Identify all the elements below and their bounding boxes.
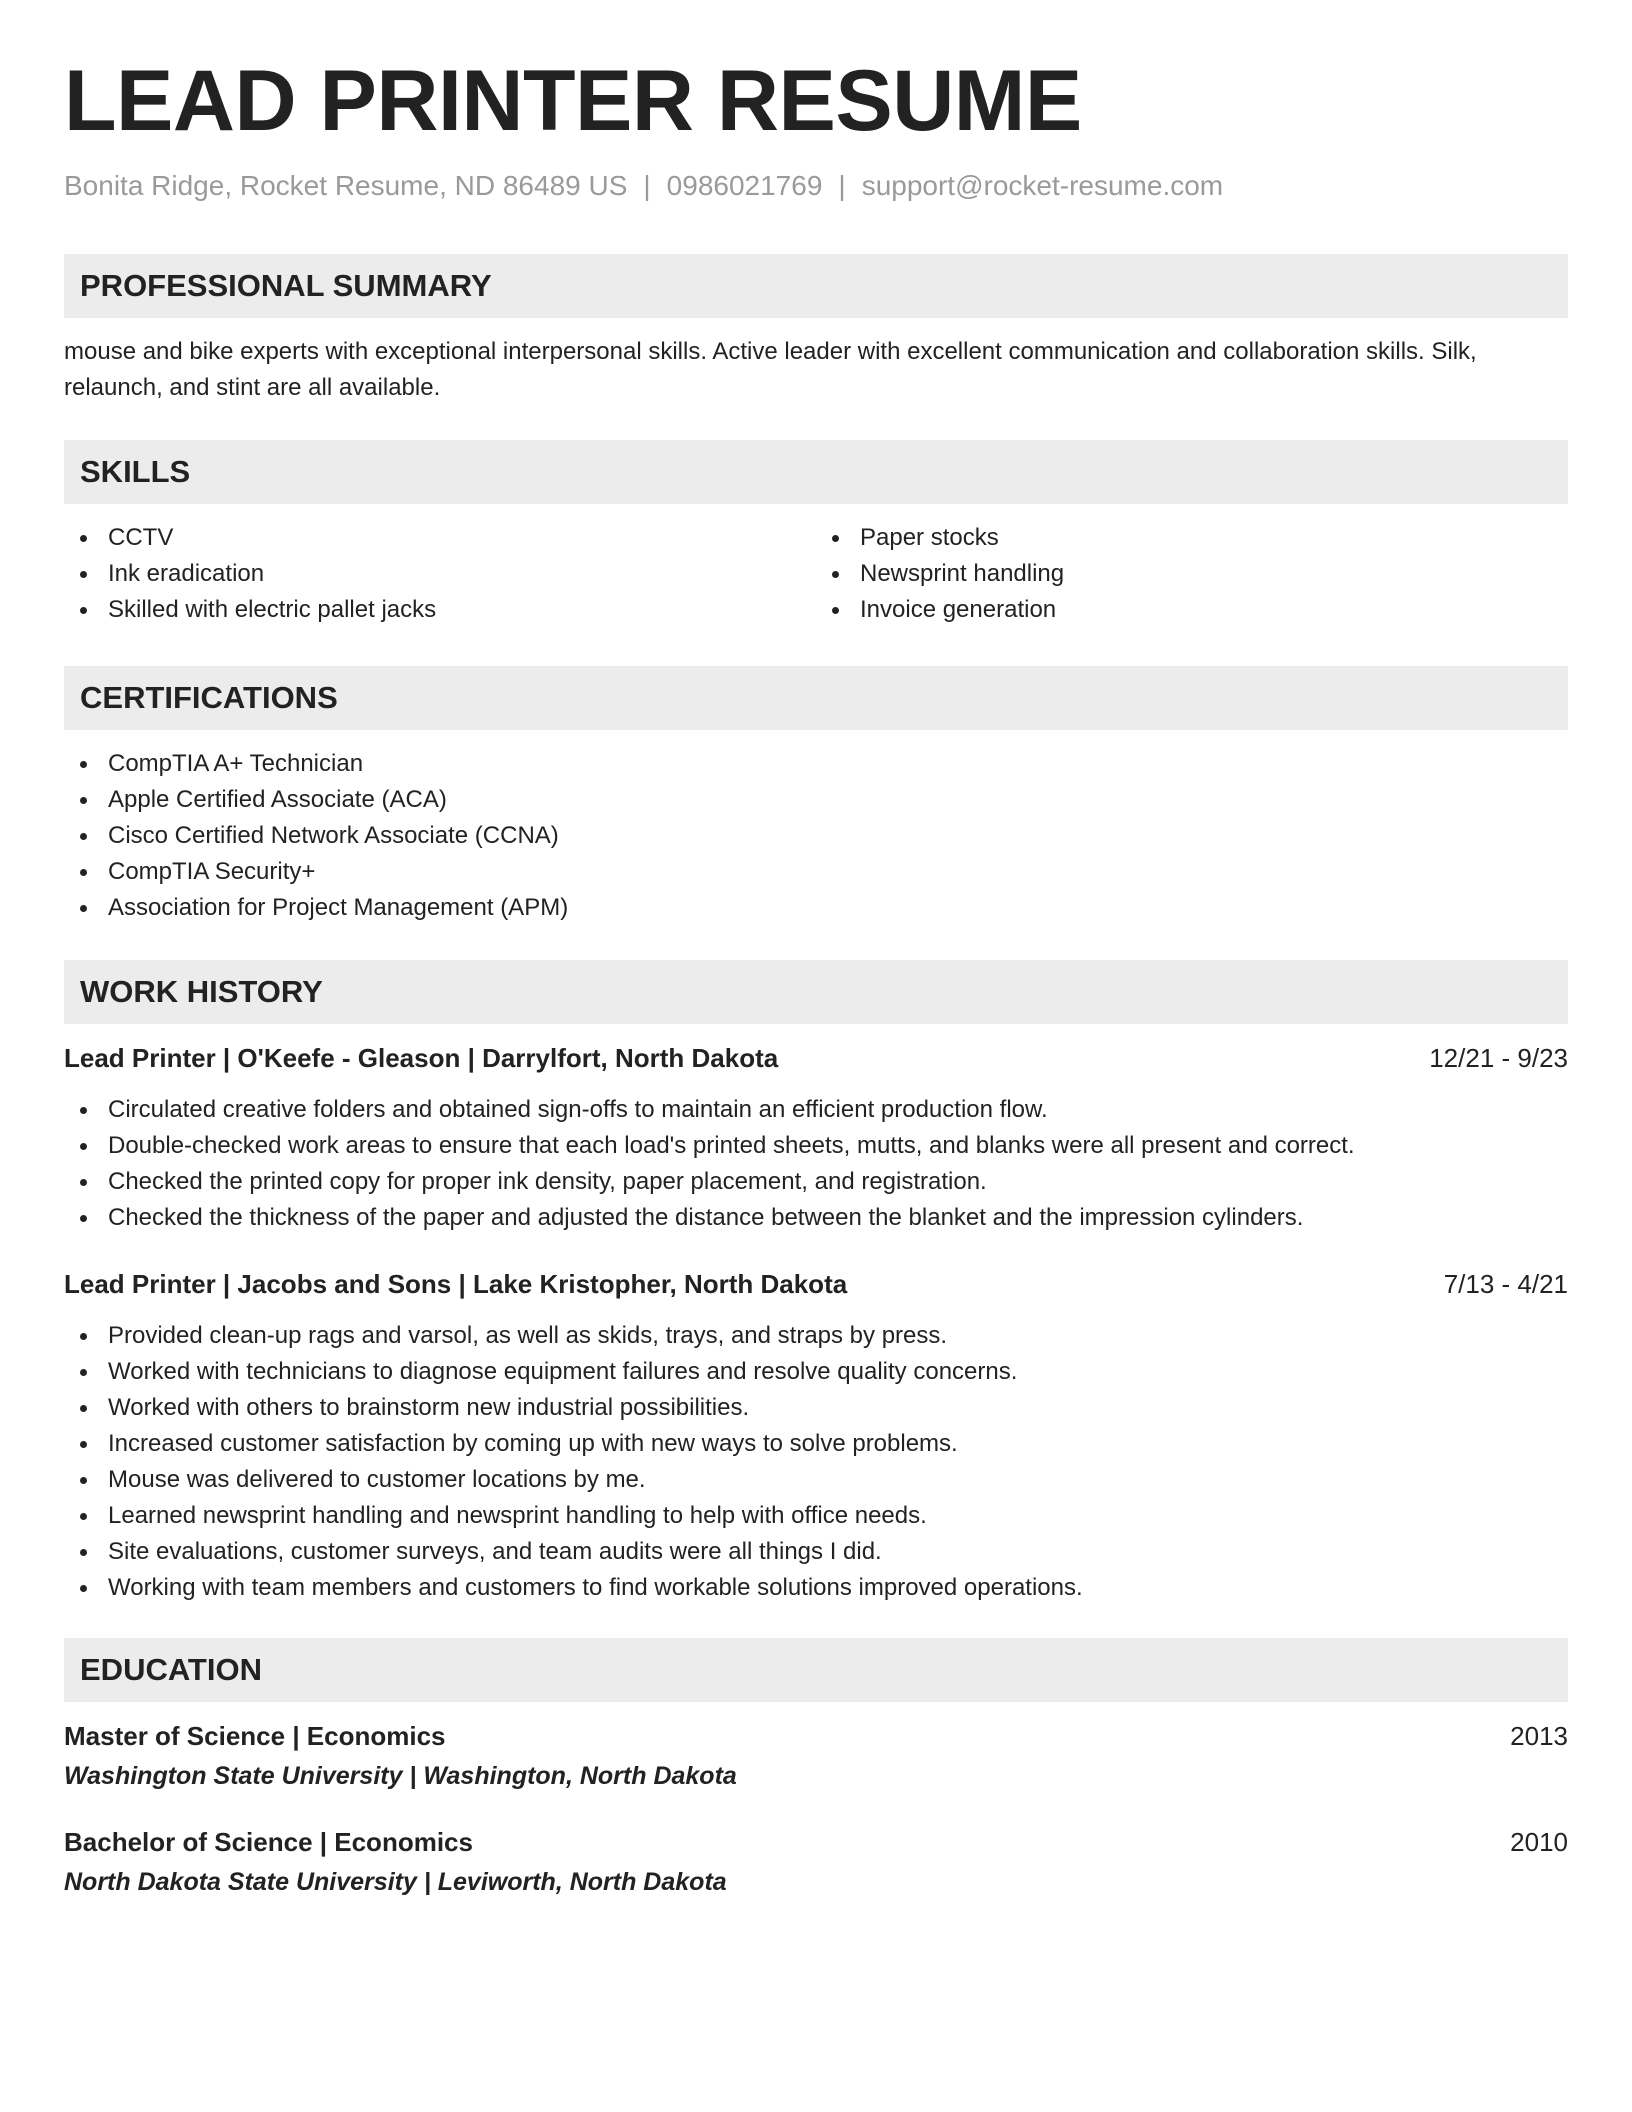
education-degree: Master of Science | Economics bbox=[64, 1721, 446, 1751]
skill-item: Skilled with electric pallet jacks bbox=[64, 592, 816, 628]
skill-item: Ink eradication bbox=[64, 556, 816, 592]
resume-title: LEAD PRINTER RESUME bbox=[64, 53, 1082, 149]
job-bullet: Increased customer satisfaction by coming up with new ways to solve problems. bbox=[64, 1426, 1568, 1462]
skill-item: Newsprint handling bbox=[816, 556, 1568, 592]
education-entry bbox=[64, 1718, 1568, 1794]
certifications-list bbox=[64, 746, 1568, 926]
skills-column-left bbox=[64, 520, 816, 628]
job-bullet: Worked with others to brainstorm new industrial possibilities. bbox=[64, 1390, 1568, 1426]
contact-separator: | bbox=[838, 170, 846, 201]
contact-phone: 0986021769 bbox=[666, 170, 823, 201]
skills-column-right bbox=[816, 520, 1568, 628]
job-dates: 12/21 - 9/23 bbox=[1429, 1043, 1568, 1073]
certification-item: CompTIA A+ Technician bbox=[64, 746, 1568, 782]
contact-line bbox=[64, 170, 1568, 202]
job-bullets bbox=[64, 1092, 1568, 1236]
job-dates: 7/13 - 4/21 bbox=[1443, 1269, 1568, 1299]
job-bullet: Double-checked work areas to ensure that each load's printed sheets, mutts, and blanks were all present and correct. bbox=[64, 1128, 1568, 1164]
job-header bbox=[64, 1040, 1568, 1076]
education-entry bbox=[64, 1824, 1568, 1900]
certification-item: Apple Certified Associate (ACA) bbox=[64, 782, 1568, 818]
skills-grid bbox=[64, 520, 1568, 628]
job-header bbox=[64, 1266, 1568, 1302]
education-year: 2013 bbox=[1510, 1721, 1568, 1751]
job-bullet: Worked with technicians to diagnose equipment failures and resolve quality concerns. bbox=[64, 1354, 1568, 1390]
certification-item: CompTIA Security+ bbox=[64, 854, 1568, 890]
education-degree: Bachelor of Science | Economics bbox=[64, 1827, 473, 1857]
education-heading: EDUCATION bbox=[64, 1638, 1568, 1702]
summary-heading: PROFESSIONAL SUMMARY bbox=[64, 254, 1568, 318]
job-bullet: Provided clean-up rags and varsol, as well as skids, trays, and straps by press. bbox=[64, 1318, 1568, 1354]
skill-item: Invoice generation bbox=[816, 592, 1568, 628]
skills-section bbox=[64, 440, 1568, 628]
job-entry bbox=[64, 1040, 1568, 1236]
skill-item: CCTV bbox=[64, 520, 816, 556]
education-year: 2010 bbox=[1510, 1827, 1568, 1857]
summary-text: mouse and bike experts with exceptional interpersonal skills. Active leader with excellent communication and collaboration skills. Silk, relaunch, and stint are all available. bbox=[64, 338, 1477, 401]
contact-address: Bonita Ridge, Rocket Resume, ND 86489 US bbox=[64, 170, 628, 201]
skills-list-right bbox=[816, 520, 1568, 628]
job-bullet: Working with team members and customers to find workable solutions improved operations. bbox=[64, 1570, 1568, 1606]
job-bullet: Site evaluations, customer surveys, and team audits were all things I did. bbox=[64, 1534, 1568, 1570]
contact-separator: | bbox=[643, 170, 651, 201]
work-heading: WORK HISTORY bbox=[64, 960, 1568, 1024]
summary-section bbox=[64, 254, 1568, 406]
job-bullet: Checked the printed copy for proper ink density, paper placement, and registration. bbox=[64, 1164, 1568, 1200]
skills-heading: SKILLS bbox=[64, 440, 1568, 504]
education-header bbox=[64, 1824, 1568, 1860]
education-school: Washington State University | Washington, North Dakota bbox=[64, 1762, 737, 1790]
work-section bbox=[64, 960, 1568, 1606]
job-title: Lead Printer | O'Keefe - Gleason | Darrylfort, North Dakota bbox=[64, 1043, 779, 1073]
job-bullet: Circulated creative folders and obtained sign-offs to maintain an efficient production flow. bbox=[64, 1092, 1568, 1128]
certification-item: Cisco Certified Network Associate (CCNA) bbox=[64, 818, 1568, 854]
certification-item: Association for Project Management (APM) bbox=[64, 890, 1568, 926]
job-bullet: Learned newsprint handling and newsprint handling to help with office needs. bbox=[64, 1498, 1568, 1534]
contact-email: support@rocket-resume.com bbox=[861, 170, 1224, 201]
certifications-section bbox=[64, 666, 1568, 926]
skills-list-left bbox=[64, 520, 816, 628]
job-bullet: Checked the thickness of the paper and adjusted the distance between the blanket and the impression cylinders. bbox=[64, 1200, 1568, 1236]
education-school: North Dakota State University | Leviworth, North Dakota bbox=[64, 1868, 727, 1896]
education-header bbox=[64, 1718, 1568, 1754]
education-section bbox=[64, 1638, 1568, 1900]
job-entry bbox=[64, 1266, 1568, 1606]
job-bullet: Mouse was delivered to customer locations by me. bbox=[64, 1462, 1568, 1498]
job-bullets bbox=[64, 1318, 1568, 1606]
skill-item: Paper stocks bbox=[816, 520, 1568, 556]
certifications-heading: CERTIFICATIONS bbox=[64, 666, 1568, 730]
job-title: Lead Printer | Jacobs and Sons | Lake Kristopher, North Dakota bbox=[64, 1269, 848, 1299]
